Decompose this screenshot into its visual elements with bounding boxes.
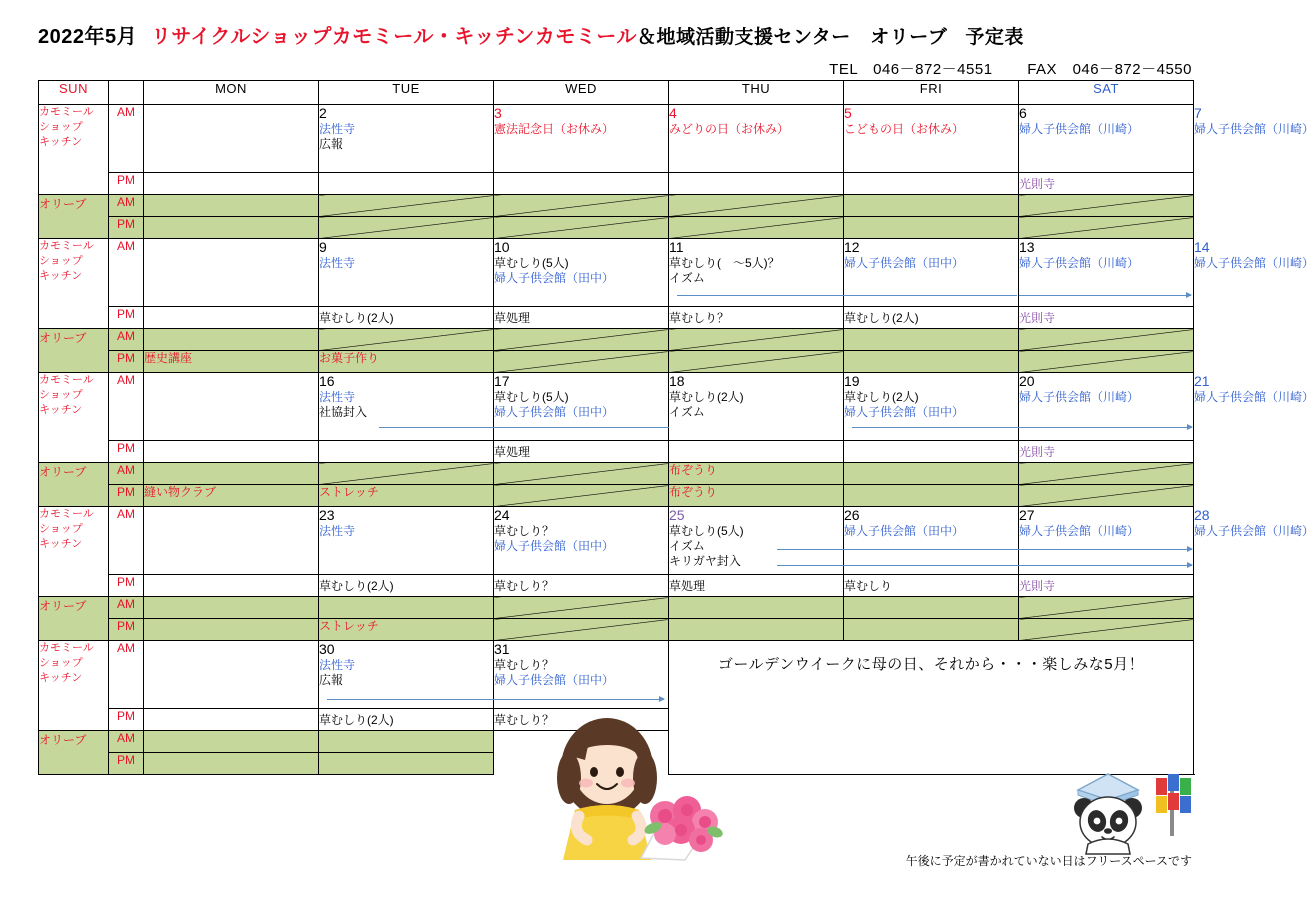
- olive-cell-mon[interactable]: [144, 597, 319, 619]
- event-text: 縫い物クラブ: [144, 485, 217, 499]
- event-text: 草むしり？: [494, 579, 555, 593]
- day-number: 27: [1019, 507, 1035, 523]
- event-text: 広報: [319, 137, 344, 151]
- ampm-am: AM: [109, 507, 144, 575]
- event-text: 婦人子供会館（田中）: [844, 524, 965, 538]
- day-cell-18[interactable]: [669, 373, 844, 441]
- day-cell-9[interactable]: [319, 239, 494, 307]
- dow-sun: SUN: [39, 81, 109, 105]
- day-cell-17[interactable]: [494, 373, 669, 441]
- olive-cell-fri[interactable]: [844, 463, 1019, 485]
- shop-label-line1: カモミール: [39, 106, 94, 118]
- event-text: 草むしり(5人): [494, 390, 569, 404]
- week2-am-row: カモミール ショップ キッチン AM 9 法性寺 10 草むしり(5人) 婦人子供会館（田中） 11 草むしり( 〜5人)？ イズム 12 婦人子供会館（田中） 13 婦人子供会館（川崎） 14 婦人子供会館（川崎）: [39, 239, 1194, 307]
- olive-cell-sat[interactable]: [1019, 329, 1194, 351]
- day-cell-3[interactable]: [494, 105, 669, 173]
- row-label-shop: [39, 105, 109, 195]
- olive-cell-wed[interactable]: [494, 597, 669, 619]
- olive-cell-thu[interactable]: [669, 329, 844, 351]
- day-cell-22-pm[interactable]: [144, 575, 319, 597]
- event-text: 婦人子供会館（田中）: [494, 539, 615, 553]
- ampm-am: AM: [109, 105, 144, 173]
- day-number: 4: [669, 105, 677, 121]
- event-text: 草むしり(2人): [319, 713, 394, 727]
- olive-cell-thu[interactable]: [669, 597, 844, 619]
- day-number: 16: [319, 373, 335, 389]
- event-text: 草処理: [494, 311, 531, 325]
- day-cell-29-sun[interactable]: [144, 641, 319, 709]
- row-label-olive: オリーブ: [39, 195, 109, 239]
- span-arrow-line: [1019, 295, 1191, 296]
- event-text: 草むしり( 〜5人)？: [669, 256, 780, 270]
- day-cell-9-pm[interactable]: [319, 307, 494, 329]
- day-number: 6: [1019, 105, 1027, 121]
- olive-cell-tue-pm[interactable]: [319, 753, 494, 775]
- event-text: 草処理: [494, 445, 531, 459]
- event-text: ストレッチ: [319, 485, 379, 499]
- olive-cell-sat-pm[interactable]: [1019, 485, 1194, 507]
- olive-cell-mon[interactable]: [144, 195, 319, 217]
- event-text: 布ぞうり: [669, 485, 718, 499]
- dow-fri: FRI: [844, 81, 1019, 105]
- event-text: 草むしり(2人): [844, 390, 919, 404]
- dow-thu: THU: [669, 81, 844, 105]
- event-text: 婦人子供会館（川崎）: [1019, 524, 1140, 538]
- event-text: 婦人子供会館（田中）: [494, 271, 615, 285]
- event-text: 草むしり？: [494, 524, 555, 538]
- week4-pm-row: [39, 575, 1194, 597]
- day-cell-18-pm[interactable]: [669, 441, 844, 463]
- olive-cell-thu-pm[interactable]: [669, 485, 844, 507]
- event-text: みどりの日（お休み）: [669, 122, 790, 136]
- event-text: イズム: [669, 271, 705, 285]
- shop-label-line3: キッチン: [39, 404, 83, 416]
- day-number: 2: [319, 105, 327, 121]
- event-text: こどもの日（お休み）: [844, 122, 965, 136]
- shop-label-line1: カモミール: [39, 374, 94, 386]
- event-text: 草むしり？: [669, 311, 730, 325]
- olive-cell-mon[interactable]: [144, 329, 319, 351]
- day-number: 10: [494, 239, 510, 255]
- olive-cell-sat[interactable]: [1019, 597, 1194, 619]
- day-cell-26-pm[interactable]: [844, 575, 1019, 597]
- week3-am-row: カモミール ショップ キッチン AM 16 法性寺 社協封入 17 草むしり(5人) 婦人子供会館（田中） 18 草むしり(2人) イズム 19 草むしり(2人) 婦人子供会館（田中） 20 婦人子供会館（川崎） 21 婦人子供会館（川崎）: [39, 373, 1194, 441]
- day-cell-26[interactable]: [844, 507, 1019, 575]
- event-text: 草むしり(2人): [319, 311, 394, 325]
- olive-cell-wed[interactable]: [494, 463, 669, 485]
- event-text: 憲法記念日（お休み）: [494, 122, 615, 136]
- olive-cell-thu[interactable]: [669, 195, 844, 217]
- olive-cell-tue[interactable]: [319, 195, 494, 217]
- olive-cell-sat[interactable]: [1019, 195, 1194, 217]
- olive-cell-sat-pm[interactable]: [1019, 619, 1194, 641]
- ampm-am: AM: [109, 597, 144, 619]
- day-cell-11-pm[interactable]: [669, 307, 844, 329]
- week1-olive-pm-row: [39, 217, 1194, 239]
- olive-cell-mon-pm[interactable]: [144, 351, 319, 373]
- day-cell-10-pm[interactable]: [494, 307, 669, 329]
- day-number: 30: [319, 641, 335, 657]
- olive-cell-wed-pm[interactable]: [494, 485, 669, 507]
- event-text: ストレッチ: [319, 619, 379, 633]
- olive-cell-fri[interactable]: [844, 329, 1019, 351]
- telephone-number: TEL 046－872－4551: [829, 61, 993, 78]
- olive-cell-tue[interactable]: [319, 597, 494, 619]
- girl-with-flowers-illustration: [535, 712, 725, 860]
- day-cell-8-sun[interactable]: [144, 239, 319, 307]
- week3-olive-pm-row: [39, 485, 1194, 507]
- week5-am-row: [39, 641, 1194, 709]
- event-text: 光則寺: [1019, 445, 1056, 459]
- row-label-shop: [39, 507, 109, 597]
- event-text: 草むしり？: [494, 658, 555, 672]
- ampm-pm: PM: [109, 575, 144, 597]
- day-number: 5: [844, 105, 852, 121]
- shop-label-line1: カモミール: [39, 240, 94, 252]
- fax-number: FAX 046－872－4550: [1027, 61, 1192, 78]
- olive-cell-fri[interactable]: [844, 195, 1019, 217]
- olive-cell-tue-pm[interactable]: [319, 351, 494, 373]
- event-text: 光則寺: [1019, 177, 1056, 191]
- shop-label-line2: ショップ: [39, 523, 83, 535]
- day-cell-29-pm[interactable]: [144, 709, 319, 731]
- olive-cell-mon-pm[interactable]: [144, 485, 319, 507]
- event-text: 草むしり(2人): [844, 311, 919, 325]
- event-text: 婦人子供会館（田中）: [844, 405, 965, 419]
- event-text: 布ぞうり: [669, 463, 718, 477]
- day-cell-27-pm[interactable]: [1019, 575, 1194, 597]
- olive-cell-wed[interactable]: [494, 329, 669, 351]
- event-text: 草むしり(2人): [669, 390, 744, 404]
- day-cell-5-pm[interactable]: [844, 173, 1019, 195]
- day-cell-27[interactable]: [1019, 507, 1194, 575]
- event-text: キリガヤ封入: [669, 554, 741, 568]
- olive-cell-thu[interactable]: [669, 463, 844, 485]
- day-cell-1-pm[interactable]: [144, 173, 319, 195]
- day-number: 17: [494, 373, 510, 389]
- olive-cell-thu-pm[interactable]: [669, 619, 844, 641]
- day-number: 24: [494, 507, 510, 523]
- olive-cell-wed-pm[interactable]: [494, 351, 669, 373]
- olive-cell-tue-pm[interactable]: [319, 619, 494, 641]
- olive-cell-sat-pm[interactable]: [1019, 351, 1194, 373]
- ampm-am: AM: [109, 731, 144, 753]
- row-label-olive: オリーブ: [39, 329, 109, 373]
- olive-cell-thu-pm[interactable]: [669, 217, 844, 239]
- week4-olive-am-row: [39, 597, 1194, 619]
- olive-cell-mon-pm[interactable]: [144, 753, 319, 775]
- week2-olive-am-row: [39, 329, 1194, 351]
- event-text: 法性寺: [319, 256, 356, 270]
- shop-label-line3: キッチン: [39, 538, 83, 550]
- week1-olive-am-row: [39, 195, 1194, 217]
- title-org-black: ＆地域活動支援センター オリーブ: [637, 27, 948, 48]
- document-title: [38, 20, 1024, 49]
- event-text: 草むしり？: [494, 713, 555, 727]
- event-text: 婦人子供会館（川崎）: [1019, 122, 1140, 136]
- ampm-pm: PM: [109, 619, 144, 641]
- row-label-shop: [39, 641, 109, 731]
- day-cell-3-pm[interactable]: [494, 173, 669, 195]
- day-cell-12-pm[interactable]: [844, 307, 1019, 329]
- week4-am-row: カモミール ショップ キッチン AM 23 法性寺 24 草むしり？ 婦人子供会館（田中） 25 草むしり(5人) イズム キリガヤ封入 26 婦人子供会館（田中） 27 婦人子供会館（川崎） 28 婦人子供会館（川崎）: [39, 507, 1194, 575]
- day-cell-20[interactable]: [1019, 373, 1194, 441]
- week1-am-row: カモミール ショップ キッチン AM 2 法性寺 広報 3 憲法記念日（お休み） 4 みどりの日（お休み） 5 こどもの日（お休み） 6 婦人子供会館（川崎） 7 婦人子供会館（川崎）: [39, 105, 1194, 173]
- day-cell-5[interactable]: [844, 105, 1019, 173]
- olive-cell-fri-pm[interactable]: [844, 619, 1019, 641]
- day-cell-22-sun[interactable]: [144, 507, 319, 575]
- ampm-am: AM: [109, 195, 144, 217]
- olive-cell-fri-pm[interactable]: [844, 217, 1019, 239]
- day-number: 9: [319, 239, 327, 255]
- event-text: 光則寺: [1019, 311, 1056, 325]
- seasonal-message: ゴールデンウイークに母の日、それから・・・楽しみな5月！: [717, 656, 1145, 673]
- shop-label-line1: カモミール: [39, 642, 94, 654]
- event-text: 草むしり(5人): [669, 524, 744, 538]
- dow-sat: SAT: [1019, 81, 1194, 105]
- day-number: 13: [1019, 239, 1035, 255]
- day-number: 3: [494, 105, 502, 121]
- week1-pm-row: [39, 173, 1194, 195]
- event-text: 社協封入: [319, 405, 368, 419]
- event-text: 草むしり(2人): [319, 579, 394, 593]
- day-cell-13-pm[interactable]: [1019, 307, 1194, 329]
- day-cell-6-pm[interactable]: [1019, 173, 1194, 195]
- ampm-am: AM: [109, 463, 144, 485]
- week3-olive-am-row: [39, 463, 1194, 485]
- day-cell-10[interactable]: [494, 239, 669, 307]
- day-number: 19: [844, 373, 860, 389]
- day-cell-15-sun[interactable]: [144, 373, 319, 441]
- day-cell-23-pm[interactable]: [319, 575, 494, 597]
- day-cell-31[interactable]: [494, 641, 669, 709]
- day-cell-25[interactable]: [669, 507, 844, 575]
- dow-mon: MON: [144, 81, 319, 105]
- event-text: 婦人子供会館（田中）: [844, 256, 965, 270]
- olive-cell-mon[interactable]: [144, 731, 319, 753]
- table-header-row: [39, 81, 1194, 105]
- dow-spacer: [109, 81, 144, 105]
- olive-cell-wed[interactable]: [494, 195, 669, 217]
- week3-pm-row: [39, 441, 1194, 463]
- dow-tue: TUE: [319, 81, 494, 105]
- footnote-text: 午後に予定が書かれていない日はフリースペースです: [905, 854, 1192, 868]
- day-cell-13[interactable]: [1019, 239, 1194, 307]
- ampm-pm: PM: [109, 709, 144, 731]
- olive-cell-sat-pm[interactable]: [1019, 217, 1194, 239]
- row-label-olive: オリーブ: [39, 597, 109, 641]
- olive-cell-tue-pm[interactable]: [319, 485, 494, 507]
- row-label-shop: [39, 239, 109, 329]
- event-text: 光則寺: [1019, 579, 1056, 593]
- span-arrow-line: [327, 699, 497, 700]
- event-text: 婦人子供会館（田中）: [494, 673, 615, 687]
- ampm-am: AM: [109, 641, 144, 709]
- event-text: 法性寺: [319, 390, 356, 404]
- row-label-olive: オリーブ: [39, 463, 109, 507]
- olive-cell-fri[interactable]: [844, 597, 1019, 619]
- dow-wed: WED: [494, 81, 669, 105]
- event-text: 草むしり(5人): [494, 256, 569, 270]
- span-arrow-line: [494, 699, 664, 700]
- day-cell-20-pm[interactable]: [1019, 441, 1194, 463]
- olive-cell-tue[interactable]: [319, 329, 494, 351]
- ampm-am: AM: [109, 373, 144, 441]
- olive-cell-mon[interactable]: [144, 463, 319, 485]
- day-cell-19[interactable]: [844, 373, 1019, 441]
- olive-cell-fri-pm[interactable]: [844, 351, 1019, 373]
- day-cell-4[interactable]: [669, 105, 844, 173]
- olive-cell-mon-pm[interactable]: [144, 217, 319, 239]
- day-cell-30-pm[interactable]: [319, 709, 494, 731]
- shop-label-line1: カモミール: [39, 508, 94, 520]
- day-cell-24[interactable]: [494, 507, 669, 575]
- ampm-am: AM: [109, 329, 144, 351]
- shop-label-line2: ショップ: [39, 389, 83, 401]
- day-cell-30[interactable]: [319, 641, 494, 709]
- schedule-table: [38, 80, 1314, 775]
- title-month: 2022年5月: [38, 26, 138, 48]
- row-label-shop: [39, 373, 109, 463]
- day-cell-8-pm[interactable]: [144, 307, 319, 329]
- event-text: 草むしり: [844, 579, 893, 593]
- shop-label-line3: キッチン: [39, 672, 83, 684]
- week2-olive-pm-row: [39, 351, 1194, 373]
- event-text: イズム: [669, 539, 705, 553]
- olive-cell-fri-pm[interactable]: [844, 485, 1019, 507]
- day-cell-16-pm[interactable]: [319, 441, 494, 463]
- event-text: イズム: [669, 405, 705, 419]
- day-cell-17-pm[interactable]: [494, 441, 669, 463]
- day-cell-1-sun[interactable]: [144, 105, 319, 173]
- row-label-olive: オリーブ: [39, 731, 109, 775]
- olive-cell-tue[interactable]: [319, 463, 494, 485]
- event-text: 法性寺: [319, 122, 356, 136]
- olive-cell-tue-pm[interactable]: [319, 217, 494, 239]
- day-cell-16[interactable]: [319, 373, 494, 441]
- contact-info: [829, 58, 1192, 79]
- olive-cell-wed-pm[interactable]: [494, 217, 669, 239]
- event-text: 歴史講座: [144, 351, 193, 365]
- olive-cell-mon-pm[interactable]: [144, 619, 319, 641]
- olive-cell-sat[interactable]: [1019, 463, 1194, 485]
- shop-label-line3: キッチン: [39, 270, 83, 282]
- title-org-red: リサイクルショップカモミール・キッチンカモミール: [151, 26, 638, 48]
- shop-label-line2: ショップ: [39, 255, 83, 267]
- shop-label-line2: ショップ: [39, 657, 83, 669]
- day-number: 23: [319, 507, 335, 523]
- day-number: 25: [669, 507, 685, 523]
- event-text: 婦人子供会館（川崎）: [1019, 256, 1140, 270]
- ampm-pm: PM: [109, 217, 144, 239]
- ampm-pm: PM: [109, 753, 144, 775]
- day-cell-4-pm[interactable]: [669, 173, 844, 195]
- day-cell-12[interactable]: [844, 239, 1019, 307]
- event-text: 法性寺: [319, 658, 356, 672]
- shop-label-line2: ショップ: [39, 121, 83, 133]
- event-text: 法性寺: [319, 524, 356, 538]
- event-text: お菓子作り: [319, 351, 380, 365]
- day-number: 20: [1019, 373, 1035, 389]
- illustration-area: [669, 641, 1194, 775]
- week4-olive-pm-row: [39, 619, 1194, 641]
- title-doc-type: 予定表: [965, 27, 1024, 48]
- week2-pm-row: [39, 307, 1194, 329]
- olive-cell-thu-pm[interactable]: [669, 351, 844, 373]
- ampm-am: AM: [109, 239, 144, 307]
- day-cell-15-pm[interactable]: [144, 441, 319, 463]
- day-number: 26: [844, 507, 860, 523]
- ampm-pm: PM: [109, 485, 144, 507]
- ampm-pm: PM: [109, 173, 144, 195]
- day-cell-11[interactable]: [669, 239, 844, 307]
- ampm-pm: PM: [109, 441, 144, 463]
- day-number: 18: [669, 373, 685, 389]
- shop-label-line3: キッチン: [39, 136, 83, 148]
- day-cell-19-pm[interactable]: [844, 441, 1019, 463]
- day-number: 12: [844, 239, 860, 255]
- ampm-pm: PM: [109, 351, 144, 373]
- event-text: 婦人子供会館（川崎）: [1019, 390, 1140, 404]
- day-cell-25-pm[interactable]: [669, 575, 844, 597]
- event-text: 広報: [319, 673, 344, 687]
- day-cell-2[interactable]: [319, 105, 494, 173]
- panda-mascot-illustration: [1050, 768, 1200, 854]
- event-text: 婦人子供会館（田中）: [494, 405, 615, 419]
- olive-cell-wed-pm[interactable]: [494, 619, 669, 641]
- day-cell-24-pm[interactable]: [494, 575, 669, 597]
- day-number: 31: [494, 641, 510, 657]
- olive-cell-tue[interactable]: [319, 731, 494, 753]
- ampm-pm: PM: [109, 307, 144, 329]
- event-text: 草処理: [669, 579, 706, 593]
- day-cell-23[interactable]: [319, 507, 494, 575]
- day-cell-6[interactable]: [1019, 105, 1194, 173]
- day-number: 11: [669, 239, 684, 255]
- day-cell-2-pm[interactable]: [319, 173, 494, 195]
